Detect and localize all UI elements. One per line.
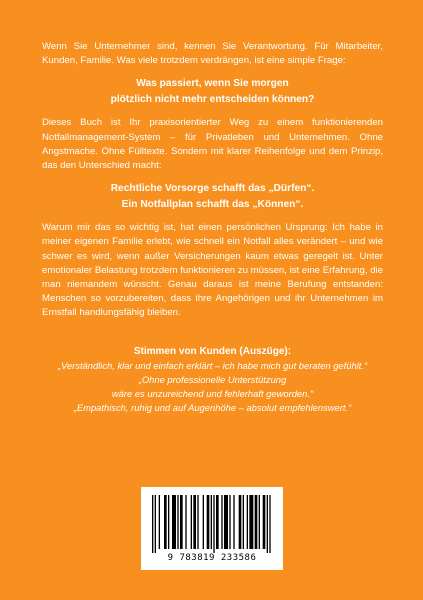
isbn-barcode: [141, 487, 283, 570]
barcode-bar: [213, 495, 214, 553]
barcode-bar: [168, 495, 169, 549]
principle-statement: [42, 181, 383, 213]
isbn-number: 9 783819 233586: [167, 553, 257, 563]
principle-line2: Ein Notfallplan schafft das „Können“.: [121, 199, 304, 211]
barcode-bar: [172, 495, 176, 549]
barcode-bar: [155, 495, 156, 553]
barcode-bar: [193, 495, 196, 549]
testimonials-heading: Stimmen von Kunden (Auszüge):: [133, 345, 292, 357]
barcode-bar: [152, 495, 153, 553]
barcode-bar: [229, 495, 230, 549]
key-question-line2: plötzlich nicht mehr entscheiden können?: [110, 94, 315, 106]
barcode-bar: [243, 495, 244, 549]
barcode-bar: [267, 495, 268, 553]
barcode-bar: [211, 495, 212, 549]
back-cover-text: [42, 40, 383, 415]
barcode-bar: [239, 495, 242, 549]
method-paragraph: Dieses Buch ist Ihr praxisorientierter Weg zu einem funktionierenden Notfallmanagement-System – für Privatleben und Unternehmen. Ohne Angstmache. Ohne Fülltexte. Sondern mit klarer Reihenfolge und dem Prinzip, das den Unterschied macht:: [42, 117, 383, 172]
barcode-bar: [247, 495, 248, 549]
barcode-bar: [180, 495, 183, 549]
barcode-bar: [164, 495, 167, 549]
key-question: [42, 76, 383, 108]
testimonials: [42, 345, 383, 415]
barcode-bar: [191, 495, 192, 549]
testimonial-3: „Empathisch, ruhig und auf Augenhöhe – absolut empfehlenswert.“: [73, 401, 352, 413]
barcode-bar: [159, 495, 160, 549]
barcode-bar: [269, 495, 270, 553]
testimonial-2-line1: „Ohne professionelle Unterstützung: [138, 373, 287, 385]
origin-paragraph: Warum mir das so wichtig ist, hat einen persönlichen Ursprung: Ich habe in meiner eigenen Familie erlebt, wie schnell ein Notfall alles verändert – und wie schwer es wird, wenn außer Versicherungen kaum etwas geregelt ist. Unter emotionaler Belastung trotzdem funktionieren zu müssen, ist eine Erfahrung, die man niemandem wünscht. Genau daraus ist meine Berufung entstanden: Menschen so vorzubereiten, dass ihre Angehörigen und ihr Unternehmen im Ernstfall handlungsfähig bleiben.: [42, 222, 383, 319]
principle-line1: Rechtliche Vorsorge schafft das „Dürfen“.: [110, 183, 315, 195]
barcode-icon: [152, 495, 272, 553]
barcode-bar: [177, 495, 178, 549]
barcode-bar: [221, 495, 222, 549]
barcode-bar: [224, 495, 228, 549]
barcode-bar: [207, 495, 210, 549]
barcode-bar: [185, 495, 186, 549]
barcode-bar: [255, 495, 258, 549]
barcode-bar: [233, 495, 234, 549]
testimonial-1: „Verständlich, klar und einfach erklärt – ich habe mich gut beraten gefühlt.“: [57, 359, 368, 371]
barcode-bar: [259, 495, 260, 549]
barcode-bar: [203, 495, 204, 549]
intro-paragraph: Wenn Sie Unternehmer sind, kennen Sie Verantwortung. Für Mitarbeiter, Kunden, Familie. Was viele trotzdem verdrängen, ist eine simple Frage:: [42, 41, 383, 67]
testimonial-2-line2: wäre es unzureichend und fehlerhaft geworden.“: [111, 387, 314, 399]
key-question-line1: Was passiert, wenn Sie morgen: [136, 78, 289, 90]
barcode-bar: [249, 495, 253, 549]
barcode-bar: [263, 495, 266, 549]
barcode-bar: [197, 495, 198, 549]
barcode-bar: [216, 495, 219, 549]
